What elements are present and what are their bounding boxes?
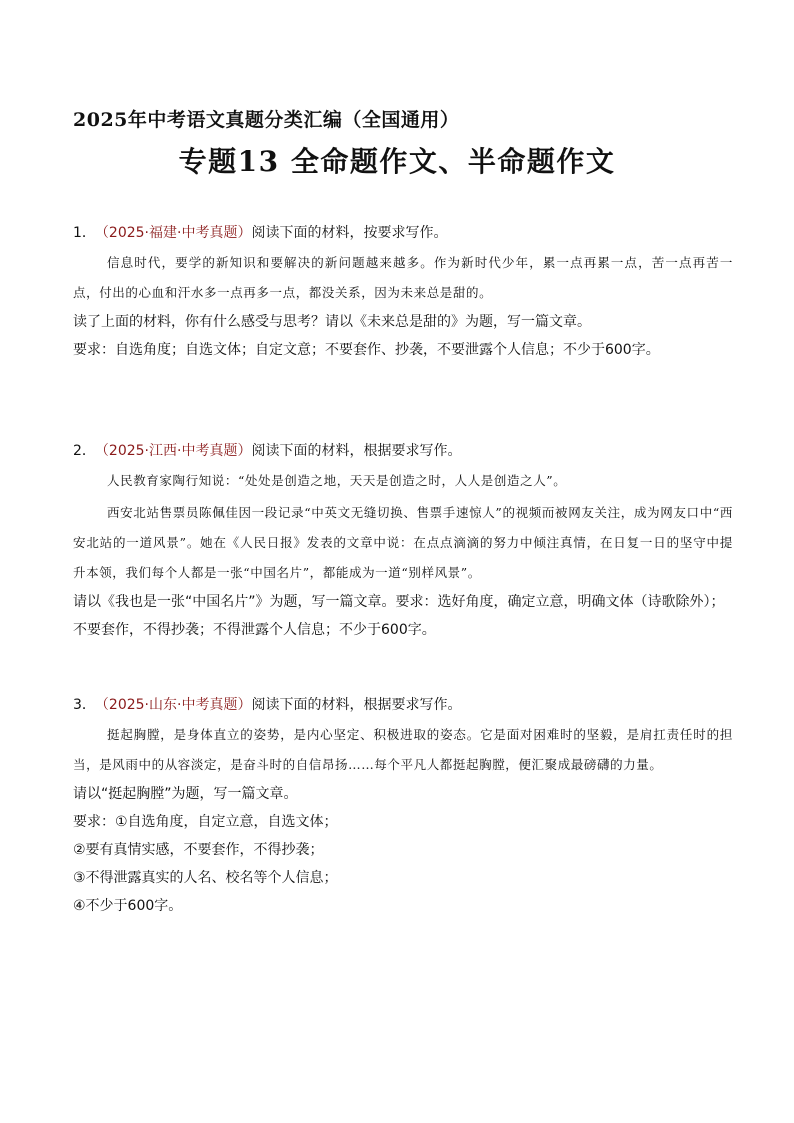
question-header [73, 220, 733, 246]
question-1 [73, 220, 733, 364]
question-instruction: 阅读下面的材料，按要求写作。 [251, 225, 448, 241]
requirement-line: ②要有真情实感，不要套作，不得抄袭； [73, 842, 324, 858]
material-paragraph: 人民教育家陶行知说：“处处是创造之地，天天是创造之时，人人是创造之人”。 [107, 473, 567, 488]
collection-subtitle: 2025年中考语文真题分类汇编（全国通用） [73, 109, 460, 131]
question-source: （2025·江西·中考真题） [101, 443, 252, 459]
question-instruction: 阅读下面的材料，根据要求写作。 [251, 443, 462, 459]
question-source: （2025·福建·中考真题） [101, 225, 252, 241]
prompt-line: 请以“挺起胸膛”为题，写一篇文章。 [73, 786, 298, 802]
question-number: 2． [73, 443, 96, 459]
material-paragraph: 信息时代，要学的新知识和要解决的新问题越来越多。作为新时代少年，累一点再累一点，苦一点再苦一点，付出的心血和汗水多一点再多一点，都没关系，因为未来总是甜的。 [73, 255, 733, 300]
question-header [73, 692, 733, 718]
question-3 [73, 692, 733, 920]
question-number: 1． [73, 225, 96, 241]
requirement-line: 要求：①自选角度，自定立意，自选文体； [73, 814, 338, 830]
question-2 [73, 438, 733, 644]
prompt-line: 读了上面的材料，你有什么感受与思考？请以《未来总是甜的》为题，写一篇文章。 [73, 314, 591, 330]
question-instruction: 阅读下面的材料，根据要求写作。 [251, 697, 462, 713]
requirement-line: 要求：自选角度；自选文体；自定文意；不要套作、抄袭，不要泄露个人信息；不少于600字。 [73, 342, 660, 358]
material-paragraph: 挺起胸膛，是身体直立的姿势，是内心坚定、积极进取的姿态。它是面对困难时的坚毅，是肩扛责任时的担当，是风雨中的从容淡定，是奋斗时的自信昂扬……每个平凡人都挺起胸膛，便汇聚成最磅礴的力量。 [73, 727, 733, 772]
question-source: （2025·山东·中考真题） [101, 697, 252, 713]
requirement-line: ④不少于600字。 [73, 898, 183, 914]
material-paragraph: 西安北站售票员陈佩佳因一段记录“中英文无缝切换、售票手速惊人”的视频而被网友关注，成为网友口中“西安北站的一道风景”。她在《人民日报》发表的文章中说：在点点滴滴的努力中倾注真情，在日复一日的坚守中提升本领，我们每个人都是一张“中国名片”，都能成为一道“别样风景”。 [73, 505, 733, 580]
page-title: 专题13 全命题作文、半命题作文 [178, 145, 616, 178]
requirement-line: ③不得泄露真实的人名、校名等个人信息； [73, 870, 338, 886]
question-number: 3． [73, 697, 96, 713]
prompt-line: 请以《我也是一张“中国名片”》为题，写一篇文章。要求：选好角度，确定立意，明确文体（诗歌除外）；不要套作，不得抄袭；不得泄露个人信息；不少于600字。 [73, 594, 725, 638]
question-header [73, 438, 733, 464]
